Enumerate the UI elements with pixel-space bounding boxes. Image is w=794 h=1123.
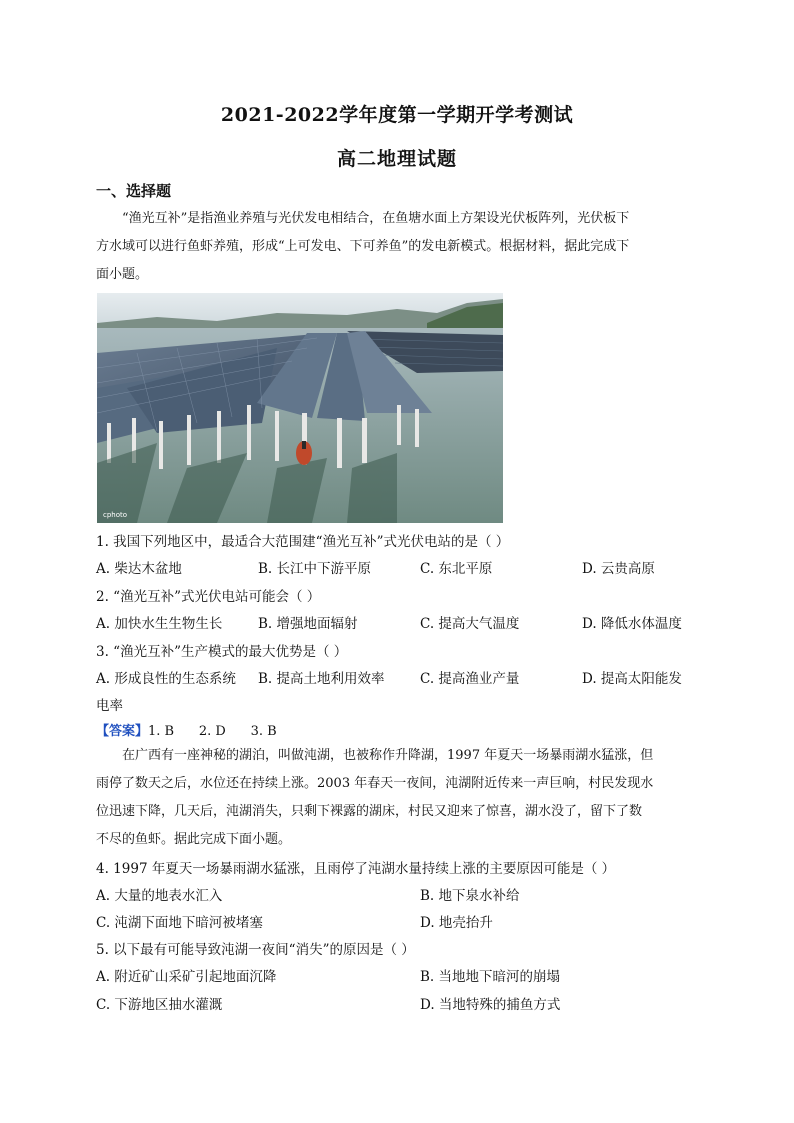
question-4-stem: 4. 1997 年夏天一场暴雨湖水猛涨，且雨停了沌湖水量持续上涨的主要原因可能是（ ） <box>96 861 616 877</box>
question-4-option-a: A. 大量的地表水汇入 <box>96 888 223 904</box>
passage-line: 面小题。 <box>96 267 149 282</box>
question-3-stem: 3. “渔光互补”生产模式的最大优势是（ ） <box>96 644 348 660</box>
question-3-option-d: D. 提高太阳能发 <box>582 671 682 687</box>
question-1-option-b: B. 长江中下游平原 <box>258 561 372 577</box>
solar-fishery-photo <box>97 293 503 523</box>
page-title: 2021-2022学年度第一学期开学考测试 <box>220 104 574 126</box>
question-2-stem: 2. “渔光互补”式光伏电站可能会（ ） <box>96 589 321 605</box>
answer-tag: 【答案】 <box>96 724 149 739</box>
passage-1 <box>96 205 696 289</box>
section-heading: 一、选择题 <box>96 182 172 200</box>
question-3-option-a: A. 形成良性的生态系统 <box>96 671 236 687</box>
photo-watermark: cphoto <box>103 511 128 519</box>
question-5-stem: 5. 以下最有可能导致沌湖一夜间“消失”的原因是（ ） <box>96 942 415 958</box>
question-4-option-b: B. 地下泉水补给 <box>420 888 520 904</box>
passage-line: 方水域可以进行鱼虾养殖，形成“上可发电、下可养鱼”的发电新模式。根据材料，据此完成下 <box>96 239 630 254</box>
question-4-option-d: D. 地壳抬升 <box>420 915 493 931</box>
passage-2 <box>96 742 696 854</box>
page-subtitle: 高二地理试题 <box>336 148 457 170</box>
answer-line <box>96 720 277 739</box>
question-1-option-c: C. 东北平原 <box>420 561 493 577</box>
question-2-option-b: B. 增强地面辐射 <box>258 616 358 632</box>
question-2-option-a: A. 加快水生生物生长 <box>96 616 223 632</box>
question-5-option-c: C. 下游地区抽水灌溉 <box>96 997 223 1013</box>
question-3-option-d-wrap: 电率 <box>96 698 123 714</box>
question-3-option-b: B. 提高土地利用效率 <box>258 671 385 687</box>
question-1-option-d: D. 云贵高原 <box>582 561 655 577</box>
question-1-stem: 1. 我国下列地区中，最适合大范围建“渔光互补”式光伏电站的是（ ） <box>96 534 510 550</box>
passage-line: 在广西有一座神秘的湖泊，叫做沌湖，也被称作升降湖，1997 年夏天一场暴雨湖水猛涨，但 <box>122 748 654 763</box>
question-5-option-b: B. 当地地下暗河的崩塌 <box>420 969 561 985</box>
question-3-option-c: C. 提高渔业产量 <box>420 671 520 687</box>
passage-line: “渔光互补”是指渔业养殖与光伏发电相结合，在鱼塘水面上方架设光伏板阵列，光伏板下 <box>122 211 630 226</box>
question-5-option-a: A. 附近矿山采矿引起地面沉降 <box>96 969 277 985</box>
question-2-option-c: C. 提高大气温度 <box>420 616 520 632</box>
question-4-option-c: C. 沌湖下面地下暗河被堵塞 <box>96 915 263 931</box>
question-2-option-d: D. 降低水体温度 <box>582 616 682 632</box>
answer-text: 1. B 2. D 3. B <box>148 724 277 739</box>
question-5-option-d: D. 当地特殊的捕鱼方式 <box>420 997 561 1013</box>
question-1-option-a: A. 柴达木盆地 <box>96 561 182 577</box>
passage-line: 雨停了数天之后，水位还在持续上涨。2003 年春天一夜间，沌湖附近传来一声巨响，村民发现水 <box>96 776 654 791</box>
passage-line: 位迅速下降，几天后，沌湖消失，只剩下裸露的湖床，村民又迎来了惊喜，湖水没了，留下了数 <box>96 804 643 819</box>
passage-line: 不尽的鱼虾。据此完成下面小题。 <box>96 832 292 847</box>
